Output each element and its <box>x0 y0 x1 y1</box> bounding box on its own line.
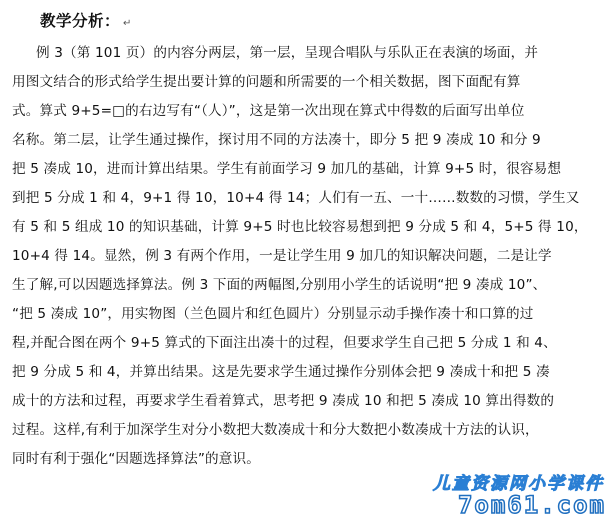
paragraph-line: 过程。这样,有利于加深学生对分小数把大数凑成十和分大数把小数凑成十方法的认识， <box>12 422 539 438</box>
paragraph-line: 用图文结合的形式给学生提出要计算的问题和所需要的一个相关数据，图下面配有算 <box>12 74 521 90</box>
paragraph-line: “把 5 凑成 10”，用实物图（兰色圆片和红色圆片）分别显示动手操作凑十和口算的过 <box>12 306 534 322</box>
watermark-site-name: 儿童资源网小学课件 <box>433 474 604 494</box>
paragraph-line: 同时有利于强化“因题选择算法”的意识。 <box>12 451 261 467</box>
paragraph-line: 例 3（第 101 页）的内容分两层，第一层，呈现合唱队与乐队正在表演的场面，并 <box>36 45 539 61</box>
paragraph-line: 式。算式 9+5=□的右边写有“（人）”，这是第一次出现在算式中得数的后面写出单位 <box>12 103 525 119</box>
paragraph-line: 10+4 得 14。显然，例 3 有两个作用，一是让学生用 9 加几的知识解决问题，二是让学 <box>12 248 552 264</box>
paragraph-line: 程,并配合图在两个 9+5 算式的下面注出凑十的过程，但要求学生自己把 5 分成 1 和 4、 <box>12 335 557 351</box>
paragraph-line: 有 5 和 5 组成 10 的知识基础，计算 9+5 时也比较容易想到把 9 分成 5 和 4，5+5 得 10， <box>12 219 588 235</box>
paragraph-line: 把 9 分成 5 和 4，并算出结果。这是先要求学生通过操作分别体会把 9 凑成十和把 5 凑 <box>12 364 550 380</box>
paragraph-line: 生了解,可以因题选择算法。例 3 下面的两幅图,分别用小学生的话说明“把 9 凑成 10”、 <box>12 277 547 293</box>
paragraph-line: 把 5 凑成 10，进而计算出结果。学生有前面学习 9 加几的基础，计算 9+5 时，很容易想 <box>12 161 562 177</box>
section-heading <box>40 9 132 31</box>
section-heading-text: 教学分析： <box>40 12 121 30</box>
watermark-site-url: 7om61.com <box>457 491 606 519</box>
paragraph-line: 成十的方法和过程，再要求学生看着算式，思考把 9 凑成 10 和把 5 凑成 10 算出得数的 <box>12 393 555 409</box>
paragraph-line: 到把 5 分成 1 和 4，9+1 得 10，10+4 得 14；人们有一五、一十……数数的习惯，学生又 <box>12 190 580 206</box>
paragraph-mark-icon: ↵ <box>123 18 132 29</box>
site-watermark-logo <box>434 469 606 519</box>
paragraph-line: 名称。第二层，让学生通过操作，探讨用不同的方法凑十，即分 5 把 9 凑成 10 和分 9 <box>12 132 541 148</box>
